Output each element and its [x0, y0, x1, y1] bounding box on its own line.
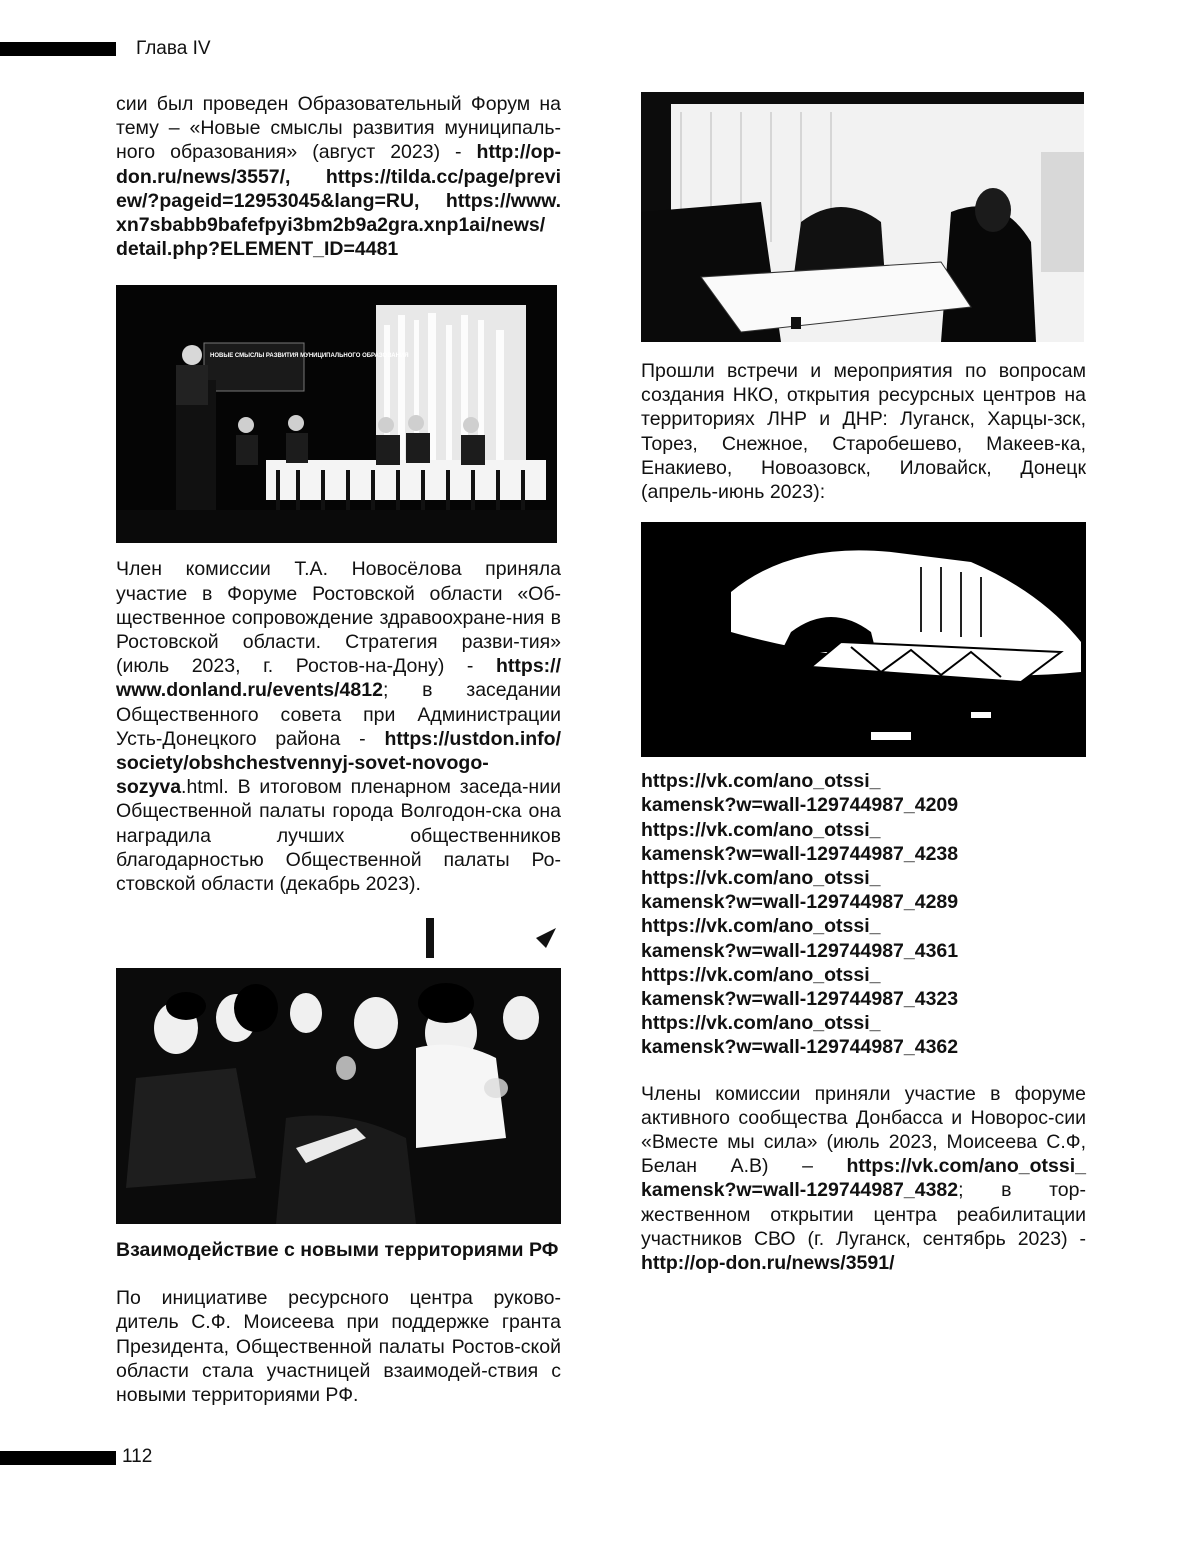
vk-link-4361[interactable]: https://vk.com/ano_otssi_ kamensk?w=wall-129744987_4361	[641, 915, 959, 962]
footer-bar	[0, 1451, 116, 1465]
photo-forum-stage	[116, 285, 557, 543]
vk-link-4209[interactable]: https://vk.com/ano_otssi_ kamensk?w=wall-129744987_4209	[641, 770, 959, 817]
chapter-title: Глава IV	[136, 38, 211, 59]
left-paragraph-2: Член комиссии Т.А. Новосёлова приняла участие в Форуме Ростовской области «Об-щественное сопровождение здравоохране-ния в Ростовской области. Стратегия разви-тия» (июль 2023, г. Ростов-на-Дону) - https:// www.donland.ru/events/4812; в заседании Общественного совета при Администрации Усть-Донецкого района - https://ustdon.info/ society/obshchestvennyj-sovet-novogo-sozyva.html. В итоговом пленарном заседа-нии Общественной палаты города Волгодон-ска она наградила лучших общественников благодарностью Общественной палаты Ро-стовской области (декабрь 2023).	[116, 558, 561, 896]
vk-link-4362[interactable]: https://vk.com/ano_otssi_ kamensk?w=wall-129744987_4362	[641, 1012, 959, 1059]
page-number: 112	[122, 1446, 153, 1467]
link-ustdon[interactable]: https://ustdon.info/ society/obshchestvennyj-sovet-novogo-sozyva	[116, 727, 561, 799]
left-column	[116, 92, 561, 1407]
link-donland[interactable]: https:// www.donland.ru/events/4812	[116, 655, 561, 702]
photo-meeting-room	[641, 92, 1084, 342]
vk-link-4238[interactable]: https://vk.com/ano_otssi_ kamensk?w=wall-129744987_4238	[641, 818, 959, 865]
left-paragraph-3: По инициативе ресурсного центра руково-дитель С.Ф. Моисеева при поддержке гранта Президента, Общественной палаты Ростов-ской области стала участницей взаимодей-ствия с новыми территориями РФ.	[116, 1287, 561, 1407]
stage-screen-text: НОВЫЕ СМЫСЛЫ РАЗВИТИЯ МУНИЦИПАЛЬНОГО ОБРАЗОВАНИЯ	[210, 353, 409, 360]
link-op-detail[interactable]: https://www. xn7sbabb9bafefpyi3bm2b9a2gra.xnp1ai/news/ detail.php?ELEMENT_ID=4481	[116, 189, 561, 261]
vk-link-4289[interactable]: https://vk.com/ano_otssi_ kamensk?w=wall-129744987_4289	[641, 867, 959, 914]
right-paragraph-1: Прошли встречи и мероприятия по вопросам создания НКО, открытия ресурсных центров на территориях ЛНР и ДНР: Луганск, Харцы-зск, Торез, Снежное, Старобешево, Макеев-ка, Енакиево, Новоазовск, Иловайск, Донецк (апрель-июнь 2023):	[641, 360, 1086, 504]
header-bar	[0, 42, 116, 56]
link-opdon-3557[interactable]: http://op-don.ru/news/3557/,	[116, 141, 561, 188]
photo-conference-table	[641, 522, 1086, 757]
link-opdon-3591[interactable]: http://op-don.ru/news/3591/	[641, 1252, 895, 1275]
vk-links-list	[641, 769, 1086, 1059]
left-paragraph-1: сии был проведен Образовательный Форум на тему – «Новые смыслы развития муниципаль-ного образования» (август 2023) - http://op-don.ru/news/3557/, https://tilda.cc/page/previ ew/?pageid=12953045&lang=RU, https://www. xn7sbabb9bafefpyi3bm2b9a2gra.xnp1ai/news/ detail.php?ELEMENT_ID=4481	[116, 93, 561, 261]
photo-audience-voting	[116, 918, 561, 1224]
right-column	[641, 92, 1086, 1275]
link-tilda[interactable]: https://tilda.cc/page/previ ew/?pageid=12953045&lang=RU,	[116, 165, 561, 212]
right-paragraph-2: Члены комиссии приняли участие в форуме активного сообщества Донбасса и Новорос-сии «Вместе мы сила» (июль 2023, Моисеева С.Ф, Белан А.В) – https://vk.com/ano_otssi_ kamensk?w=wall-129744987_4382; в тор-жественном открытии центра реабилитации участников СВО (г. Луганск, сентябрь 2023) - http://op-don.ru/news/3591/	[641, 1082, 1086, 1275]
section-heading: Взаимодействие с новыми территориями РФ	[116, 1239, 559, 1262]
vk-link-4323[interactable]: https://vk.com/ano_otssi_ kamensk?w=wall-129744987_4323	[641, 963, 959, 1011]
link-vk-4382[interactable]: https://vk.com/ano_otssi_ kamensk?w=wall-129744987_4382	[641, 1155, 1086, 1202]
